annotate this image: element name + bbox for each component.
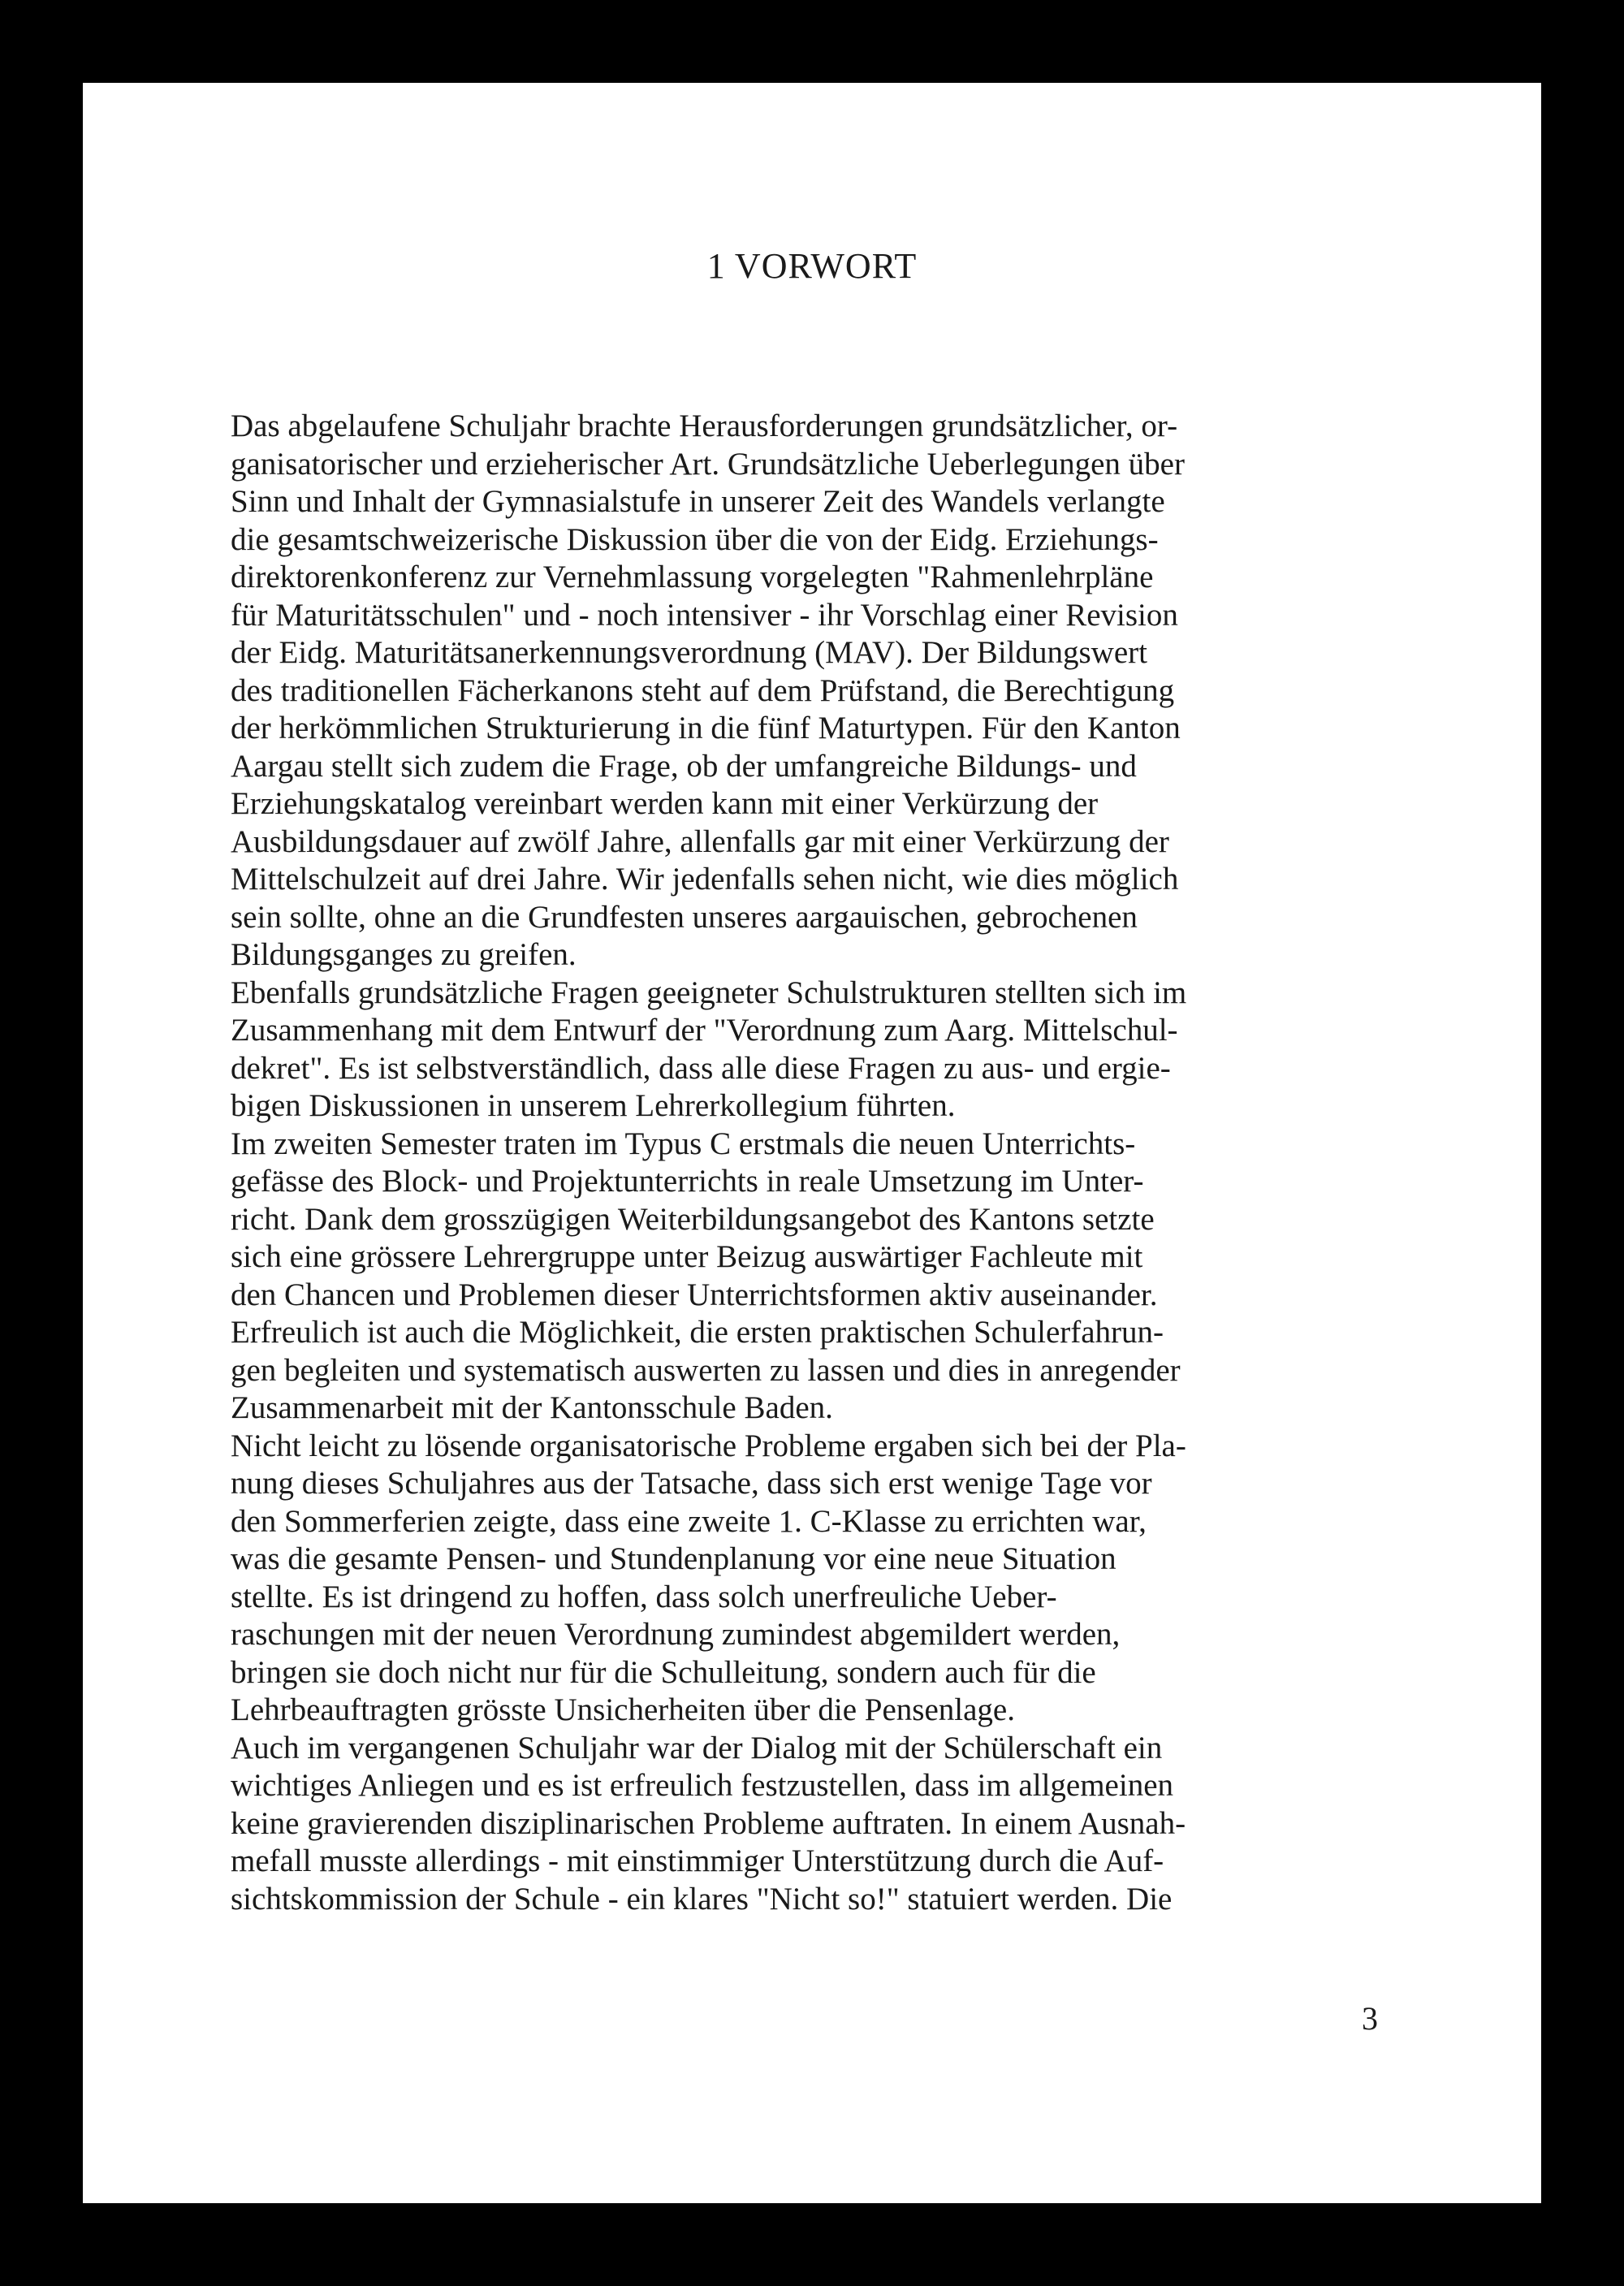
- page-title: 1 VORWORT: [706, 246, 918, 286]
- body-text: [231, 408, 1384, 1918]
- paragraph: Auch im vergangenen Schuljahr war der Dialog mit der Schülerschaft ein wichtiges Anliegen und es ist erfreulich festzustellen, dass im allgemeinen keine gravierenden disziplinarischen Probleme auftraten. In einem Ausnah- mefall musste allerdings - mit einstimmiger Unterstützung durch die Auf- sichtskommission der Schule - ein klares "Nicht so!" statuiert werden. Die: [231, 1730, 1186, 1917]
- paragraph: Im zweiten Semester traten im Typus C erstmals die neuen Unterrichts- gefässe des Block- und Projektunterrichts in reale Umsetzung im Unter- richt. Dank dem grosszügigen Weiterbildungsangebot des Kantons setzte sich eine grössere Lehrergruppe unter Beizug auswärtiger Fachleute mit den Chancen und Problemen dieser Unterrichtsformen aktiv auseinander. Erfreulich ist auch die Möglichkeit, die ersten praktischen Schulerfahrun- gen begleiten und systematisch auswerten zu lassen und dies in anregender Zusammenarbeit mit der Kantonsschule Baden.: [231, 1126, 1181, 1425]
- paragraph: Nicht leicht zu lösende organisatorische Probleme ergaben sich bei der Pla- nung dieses Schuljahres aus der Tatsache, dass sich erst wenige Tage vor den Sommerferien zeigte, dass eine zweite 1. C-Klasse zu errichten war, was die gesamte Pensen- und Stundenplanung vor eine neue Situation stellte. Es ist dringend zu hoffen, dass solch unerfreuliche Ueber- raschungen mit der neuen Verordnung zumindest abgemildert werden, bringen sie doch nicht nur für die Schulleitung, sondern auch für die Lehrbeauftragten grösste Unsicherheiten über die Pensenlage.: [231, 1428, 1186, 1727]
- paragraph: Ebenfalls grundsätzliche Fragen geeigneter Schulstrukturen stellten sich im Zusammenhang mit dem Entwurf der "Verordnung zum Aarg. Mittelschul- dekret". Es ist selbstverständlich, dass alle diese Fragen zu aus- und ergie- bigen Diskussionen in unserem Lehrerkollegium führten.: [231, 974, 1187, 1123]
- paragraph: Das abgelaufene Schuljahr brachte Herausforderungen grundsätzlicher, or- ganisatorischer und erzieherischer Art. Grundsätzliche Ueberlegungen über Sinn und Inhalt der Gymnasialstufe in unserer Zeit des Wandels verlangte die gesamtschweizerische Diskussion über die von der Eidg. Erziehungs- direktorenkonferenz zur Vernehmlassung vorgelegten "Rahmenlehrpläne für Maturitätsschulen" und - noch intensiver - ihr Vorschlag einer Revision der Eidg. Maturitätsanerkennungsverordnung (MAV). Der Bildungswert des traditionellen Fächerkanons steht auf dem Prüfstand, die Berechtigung der herkömmlichen Strukturierung in die fünf Maturtypen. Für den Kanton Aargau stellt sich zudem die Frage, ob der umfangreiche Bildungs- und Erziehungskatalog vereinbart werden kann mit einer Verkürzung der Ausbildungsdauer auf zwölf Jahre, allenfalls gar mit einer Verkürzung der Mittelschulzeit auf drei Jahre. Wir jedenfalls sehen nicht, wie dies möglich sein sollte, ohne an die Grundfesten unseres aargauischen, gebrochenen Bildungsganges zu greifen.: [231, 408, 1185, 972]
- page-number: 3: [1362, 2000, 1378, 2037]
- document-page: [83, 83, 1541, 2203]
